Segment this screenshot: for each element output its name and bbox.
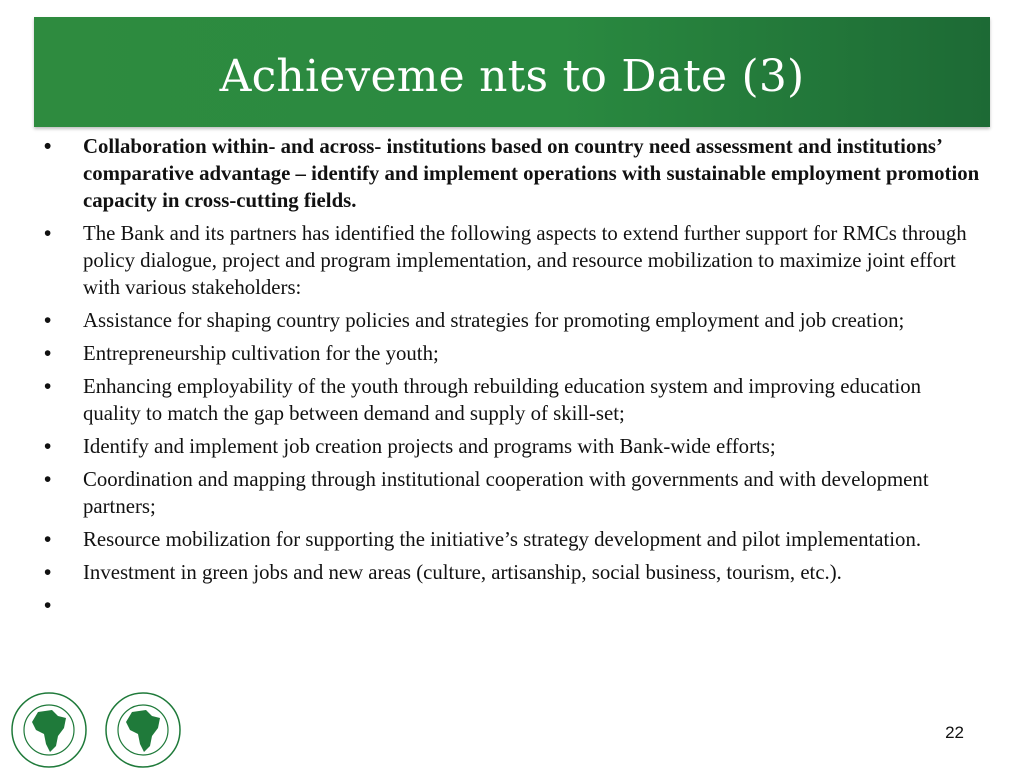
bullet-item	[44, 559, 984, 586]
afdf-fund-logo	[94, 688, 192, 768]
page-number: 22	[945, 723, 964, 742]
bullet-text: Coordination and mapping through institutional cooperation with governments and with development partners;	[83, 468, 929, 518]
bullet-item	[44, 373, 984, 427]
bullet-marker: •	[44, 528, 52, 551]
bullet-marker: •	[44, 561, 52, 584]
bullet-text: Collaboration within- and across- institutions based on country need assessment and institutions’ comparative advantage – identify and implement operations with sustainable employment promotion capacity in cross-cutting fields.	[83, 135, 980, 212]
slide-title: Achieveme nts to Date (3)	[219, 51, 805, 102]
bullet-item	[44, 466, 984, 520]
bullet-text: Enhancing employability of the youth through rebuilding education system and improving education quality to match the gap between demand and supply of skill-set;	[83, 375, 922, 425]
africa-map-icon	[126, 710, 160, 752]
bullet-marker: •	[44, 342, 52, 365]
bullet-text: The Bank and its partners has identified the following aspects to extend further support for RMCs through policy dialogue, project and program implementation, and resource mobilization to maximize joint effort with various stakeholders:	[83, 222, 967, 299]
bullet-item	[44, 526, 984, 553]
bullet-item	[44, 307, 984, 334]
bullet-marker: •	[44, 135, 52, 158]
bullet-text: Entrepreneurship cultivation for the youth;	[83, 342, 439, 365]
bullet-marker: •	[44, 375, 52, 398]
bullet-item	[44, 340, 984, 367]
bullet-marker: •	[44, 222, 52, 245]
bullet-marker: •	[44, 594, 52, 617]
bullet-marker: •	[44, 435, 52, 458]
bullet-item	[44, 220, 984, 301]
bullet-marker: •	[44, 468, 52, 491]
bullet-marker: •	[44, 309, 52, 332]
africa-map-icon	[32, 710, 66, 752]
bullet-item	[44, 133, 984, 214]
afdb-bank-logo	[0, 688, 98, 768]
bullet-text: Identify and implement job creation projects and programs with Bank-wide efforts;	[83, 435, 776, 458]
bullet-text: Resource mobilization for supporting the initiative’s strategy development and pilot implementation.	[83, 528, 922, 551]
bullet-item	[44, 433, 984, 460]
title-bar	[34, 17, 990, 127]
bullet-text: Investment in green jobs and new areas (culture, artisanship, social business, tourism, etc.).	[83, 561, 842, 584]
bullet-text: Assistance for shaping country policies and strategies for promoting employment and job creation;	[83, 309, 905, 332]
bullet-list	[44, 133, 984, 617]
